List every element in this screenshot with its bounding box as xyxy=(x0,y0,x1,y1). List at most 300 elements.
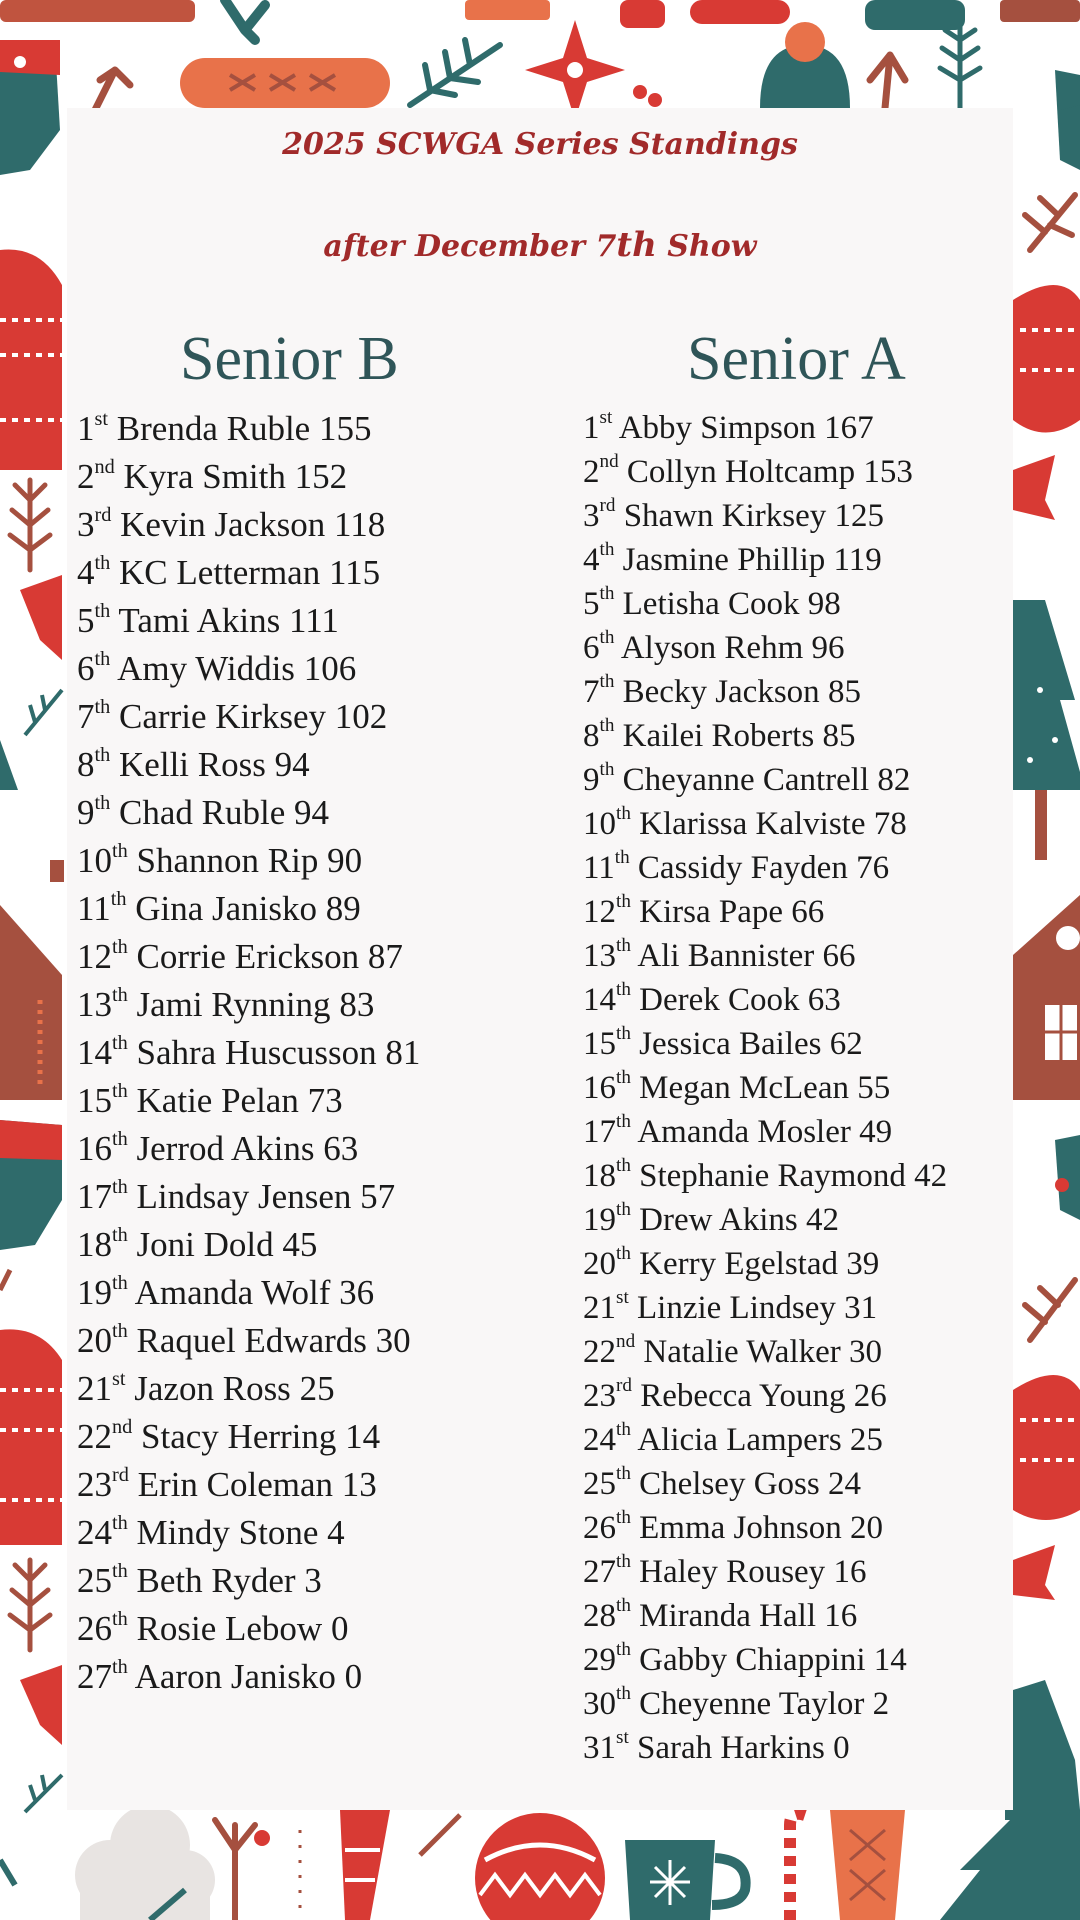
twig-icon xyxy=(0,1270,10,1290)
standing-row xyxy=(583,670,947,714)
standing-row xyxy=(77,1173,420,1221)
rider-name: Carrie Kirksey xyxy=(119,697,327,736)
points-value: 76 xyxy=(856,850,890,886)
rank-suffix: th xyxy=(112,840,128,862)
rank-number: 6 xyxy=(77,649,95,688)
rider-name: Megan McLean xyxy=(639,1070,849,1106)
rank-number: 16 xyxy=(583,1070,616,1106)
rank-suffix: th xyxy=(112,1656,128,1678)
rank-number: 1 xyxy=(77,409,95,448)
standing-row xyxy=(77,981,420,1029)
rank-number: 8 xyxy=(77,745,95,784)
rank-number: 10 xyxy=(583,806,616,842)
pine-branch-icon xyxy=(940,25,980,108)
standing-row xyxy=(77,405,420,453)
rider-name: Stephanie Raymond xyxy=(639,1158,906,1194)
points-value: 94 xyxy=(294,793,330,832)
standing-row xyxy=(77,1413,420,1461)
rank-number: 18 xyxy=(77,1225,112,1264)
rider-name: Gina Janisko xyxy=(135,889,318,928)
points-value: 153 xyxy=(863,454,913,490)
points-value: 85 xyxy=(827,674,861,710)
rank-number: 6 xyxy=(583,630,600,666)
rank-number: 3 xyxy=(77,505,95,544)
points-value: 57 xyxy=(360,1177,396,1216)
standing-row xyxy=(77,501,420,549)
points-value: 87 xyxy=(367,937,403,976)
pine-branch-icon xyxy=(25,1775,62,1812)
rank-number: 3 xyxy=(583,498,600,534)
title-line-2-suffix: th xyxy=(616,225,657,265)
rank-number: 25 xyxy=(77,1561,112,1600)
points-value: 106 xyxy=(303,649,357,688)
points-value: 63 xyxy=(807,982,841,1018)
rank-number: 31 xyxy=(583,1730,616,1766)
rider-name: Shannon Rip xyxy=(136,841,319,880)
rank-suffix: st xyxy=(616,1287,629,1308)
points-value: 16 xyxy=(824,1598,858,1634)
tree-icon xyxy=(1013,1680,1080,1810)
rider-name: Rebecca Young xyxy=(640,1378,846,1414)
rank-suffix: th xyxy=(616,1419,631,1440)
standing-row xyxy=(77,1365,420,1413)
berries-icon xyxy=(633,85,647,99)
rank-suffix: nd xyxy=(94,456,115,478)
poinsettia-icon xyxy=(1013,455,1055,520)
standing-row xyxy=(77,1317,420,1365)
rank-suffix: th xyxy=(616,1683,631,1704)
pine-branch-icon xyxy=(0,1860,15,1885)
rider-name: Becky Jackson xyxy=(622,674,820,710)
rider-name: Alicia Lampers xyxy=(637,1422,842,1458)
rider-name: Brenda Ruble xyxy=(116,409,311,448)
rank-number: 26 xyxy=(77,1609,112,1648)
standing-row xyxy=(583,494,947,538)
points-value: 4 xyxy=(327,1513,345,1552)
rider-name: Beth Ryder xyxy=(136,1561,296,1600)
points-value: 25 xyxy=(849,1422,883,1458)
standing-row xyxy=(583,450,947,494)
standing-row xyxy=(77,1461,420,1509)
sweater-icon xyxy=(0,1329,62,1545)
rank-number: 15 xyxy=(77,1081,112,1120)
rank-number: 9 xyxy=(583,762,600,798)
rank-suffix: th xyxy=(112,1608,128,1630)
points-value: 125 xyxy=(834,498,884,534)
points-value: 14 xyxy=(345,1417,381,1456)
points-value: 89 xyxy=(325,889,361,928)
rank-number: 2 xyxy=(77,457,95,496)
holly-icon xyxy=(1025,1280,1075,1340)
rank-number: 5 xyxy=(77,601,95,640)
rank-number: 19 xyxy=(583,1202,616,1238)
rank-suffix: th xyxy=(616,1023,631,1044)
standing-row xyxy=(77,885,420,933)
standing-row xyxy=(77,789,420,837)
twig-icon xyxy=(870,55,905,108)
standing-row xyxy=(583,1022,947,1066)
rank-number: 7 xyxy=(77,697,95,736)
points-value: 16 xyxy=(833,1554,867,1590)
rank-number: 18 xyxy=(583,1158,616,1194)
candy-cane-icon xyxy=(790,1814,805,1920)
rider-name: Katie Pelan xyxy=(136,1081,299,1120)
rank-suffix: th xyxy=(599,759,615,780)
rider-name: Linzie Lindsey xyxy=(637,1290,836,1326)
points-value: 73 xyxy=(307,1081,343,1120)
tree-icon xyxy=(1013,600,1080,860)
twig-icon xyxy=(215,1820,255,1920)
points-value: 20 xyxy=(849,1510,883,1546)
points-value: 96 xyxy=(811,630,845,666)
twig-icon xyxy=(10,1560,50,1650)
standing-row xyxy=(583,1594,947,1638)
poinsettia-icon xyxy=(20,575,62,660)
poinsettia-icon xyxy=(20,1665,62,1745)
rank-suffix: th xyxy=(112,1560,128,1582)
rank-suffix: th xyxy=(94,744,111,766)
senior-b-heading: Senior B xyxy=(180,325,399,393)
points-value: 25 xyxy=(299,1369,335,1408)
rank-number: 27 xyxy=(583,1554,616,1590)
standing-row xyxy=(77,1509,420,1557)
points-value: 13 xyxy=(341,1465,377,1504)
points-value: 78 xyxy=(873,806,907,842)
points-value: 115 xyxy=(328,553,381,592)
title-line-2-date: after December 7 xyxy=(323,229,617,264)
points-value: 14 xyxy=(873,1642,907,1678)
mug-icon xyxy=(625,1840,746,1920)
rank-suffix: th xyxy=(112,1176,128,1198)
pine-branch-icon xyxy=(410,40,500,105)
standing-row xyxy=(583,1110,947,1154)
rank-suffix: th xyxy=(616,1595,631,1616)
house-icon xyxy=(0,905,62,1100)
berries-icon xyxy=(254,1830,270,1846)
twig-icon xyxy=(10,480,50,570)
standing-row xyxy=(583,1198,947,1242)
rider-name: Chad Ruble xyxy=(119,793,286,832)
pine-branch-icon xyxy=(225,0,265,40)
rank-number: 29 xyxy=(583,1642,616,1678)
rider-name: Rosie Lebow xyxy=(136,1609,323,1648)
rank-suffix: th xyxy=(94,600,111,622)
rank-number: 22 xyxy=(77,1417,112,1456)
rider-name: Kelli Ross xyxy=(119,745,266,784)
rank-number: 12 xyxy=(77,937,112,976)
stocking-icon xyxy=(0,1120,62,1250)
standing-row xyxy=(583,1682,947,1726)
rank-suffix: st xyxy=(616,1727,629,1748)
rider-name: Abby Simpson xyxy=(618,410,816,446)
twig-icon xyxy=(420,1815,460,1855)
rank-suffix: nd xyxy=(112,1416,133,1438)
mitten-icon xyxy=(690,0,790,24)
rank-suffix: st xyxy=(112,1368,126,1390)
rank-number: 2 xyxy=(583,454,600,490)
rider-name: Letisha Cook xyxy=(622,586,800,622)
poinsettia-icon xyxy=(525,20,625,120)
points-value: 63 xyxy=(323,1129,359,1168)
rank-suffix: th xyxy=(110,888,127,910)
rider-name: Tami Akins xyxy=(118,601,281,640)
pine-branch-icon xyxy=(25,690,62,735)
standing-row xyxy=(583,1638,947,1682)
rider-name: Gabby Chiappini xyxy=(639,1642,866,1678)
points-value: 55 xyxy=(857,1070,891,1106)
rank-number: 11 xyxy=(583,850,615,886)
points-value: 62 xyxy=(829,1026,863,1062)
rider-name: Stacy Herring xyxy=(141,1417,337,1456)
rank-suffix: th xyxy=(94,696,111,718)
twig-icon xyxy=(95,70,130,110)
rider-name: Alyson Rehm xyxy=(620,630,804,666)
rank-number: 20 xyxy=(583,1246,616,1282)
rank-number: 20 xyxy=(77,1321,112,1360)
standing-row xyxy=(583,714,947,758)
rider-name: Emma Johnson xyxy=(639,1510,842,1546)
rank-suffix: th xyxy=(599,539,615,560)
rank-suffix: th xyxy=(616,1463,631,1484)
rank-suffix: th xyxy=(112,1272,128,1294)
rank-number: 19 xyxy=(77,1273,112,1312)
rank-suffix: th xyxy=(94,792,111,814)
points-value: 98 xyxy=(807,586,841,622)
points-value: 167 xyxy=(824,410,874,446)
standing-row xyxy=(77,1125,420,1173)
points-value: 66 xyxy=(822,938,856,974)
points-value: 26 xyxy=(853,1378,887,1414)
scarf-icon xyxy=(1000,0,1080,22)
points-value: 42 xyxy=(914,1158,948,1194)
standing-row xyxy=(77,549,420,597)
rider-name: Amanda Wolf xyxy=(134,1273,331,1312)
rank-number: 4 xyxy=(583,542,600,578)
rank-suffix: th xyxy=(112,1224,128,1246)
rider-name: Kyra Smith xyxy=(123,457,286,496)
points-value: 42 xyxy=(805,1202,839,1238)
rank-suffix: th xyxy=(616,1551,631,1572)
rank-suffix: rd xyxy=(616,1375,632,1396)
rank-suffix: th xyxy=(112,1320,128,1342)
post-icon xyxy=(50,860,64,882)
rank-suffix: nd xyxy=(616,1331,636,1352)
points-value: 81 xyxy=(385,1033,421,1072)
standing-row xyxy=(77,1029,420,1077)
rank-number: 21 xyxy=(583,1290,616,1326)
rank-number: 22 xyxy=(583,1334,616,1370)
points-value: 49 xyxy=(859,1114,893,1150)
points-value: 2 xyxy=(872,1686,890,1722)
rider-name: Aaron Janisko xyxy=(134,1657,336,1696)
rider-name: Erin Coleman xyxy=(137,1465,334,1504)
rank-suffix: th xyxy=(112,1080,128,1102)
standing-row xyxy=(77,453,420,501)
rank-number: 24 xyxy=(77,1513,112,1552)
rank-number: 13 xyxy=(583,938,616,974)
mitten-icon xyxy=(830,1810,905,1920)
points-value: 66 xyxy=(791,894,825,930)
rank-suffix: th xyxy=(112,1128,128,1150)
rider-name: Joni Dold xyxy=(136,1225,274,1264)
rider-name: Amanda Mosler xyxy=(637,1114,851,1150)
rank-number: 8 xyxy=(583,718,600,754)
senior-a-heading: Senior A xyxy=(687,325,906,393)
points-value: 30 xyxy=(375,1321,411,1360)
cup-icon xyxy=(620,0,665,28)
rank-number: 16 xyxy=(77,1129,112,1168)
rider-name: Drew Akins xyxy=(639,1202,798,1238)
rank-suffix: rd xyxy=(94,504,112,526)
standing-row xyxy=(77,645,420,693)
rank-suffix: th xyxy=(616,935,631,956)
standing-row xyxy=(583,978,947,1022)
standing-row xyxy=(583,538,947,582)
rider-name: Shawn Kirksey xyxy=(623,498,827,534)
rank-number: 11 xyxy=(77,889,111,928)
points-value: 82 xyxy=(877,762,911,798)
rider-name: Kerry Egelstad xyxy=(639,1246,838,1282)
rank-suffix: th xyxy=(616,1507,631,1528)
standing-row xyxy=(583,1506,947,1550)
rank-suffix: nd xyxy=(599,451,619,472)
rank-suffix: th xyxy=(614,847,630,868)
rank-suffix: rd xyxy=(112,1464,129,1486)
holly-icon xyxy=(1025,195,1075,250)
rider-name: Lindsay Jensen xyxy=(136,1177,352,1216)
senior-b-standings-list xyxy=(77,405,420,1701)
standing-row xyxy=(583,1330,947,1374)
tree-icon xyxy=(940,1810,1080,1920)
rank-number: 9 xyxy=(77,793,95,832)
points-value: 3 xyxy=(304,1561,322,1600)
sweater-icon xyxy=(0,249,62,470)
rank-suffix: th xyxy=(94,552,111,574)
standing-row xyxy=(77,741,420,789)
standing-row xyxy=(583,758,947,802)
stocking-icon xyxy=(1055,1135,1080,1220)
standing-row xyxy=(583,802,947,846)
rank-number: 7 xyxy=(583,674,600,710)
points-value: 85 xyxy=(822,718,856,754)
rank-suffix: st xyxy=(94,408,109,430)
rank-number: 28 xyxy=(583,1598,616,1634)
rider-name: Jerrod Akins xyxy=(136,1129,315,1168)
points-value: 83 xyxy=(339,985,375,1024)
standing-row xyxy=(77,837,420,885)
standing-row xyxy=(583,1550,947,1594)
rider-name: Cheyenne Taylor xyxy=(639,1686,865,1722)
rank-number: 14 xyxy=(583,982,616,1018)
senior-a-standings-list xyxy=(583,406,947,1770)
standing-row xyxy=(583,406,947,450)
rank-number: 23 xyxy=(77,1465,112,1504)
points-value: 30 xyxy=(849,1334,883,1370)
rank-number: 4 xyxy=(77,553,95,592)
mitten-icon xyxy=(1013,1375,1080,1520)
standing-row xyxy=(77,1269,420,1317)
rider-name: Corrie Erickson xyxy=(136,937,360,976)
scarf-icon xyxy=(340,1810,390,1920)
title-line-1: 2025 SCWGA Series Standings xyxy=(282,127,798,162)
rank-suffix: rd xyxy=(599,495,616,516)
ornament-icon xyxy=(475,1813,605,1920)
rank-suffix: th xyxy=(112,984,128,1006)
rank-number: 12 xyxy=(583,894,616,930)
standing-row xyxy=(77,693,420,741)
points-value: 94 xyxy=(274,745,310,784)
rank-number: 17 xyxy=(77,1177,112,1216)
rider-name: Klarissa Kalviste xyxy=(639,806,866,842)
rank-number: 25 xyxy=(583,1466,616,1502)
poinsettia-icon xyxy=(1013,1545,1055,1600)
standing-row xyxy=(77,1557,420,1605)
rank-number: 13 xyxy=(77,985,112,1024)
standing-row xyxy=(583,846,947,890)
rider-name: Sahra Huscusson xyxy=(136,1033,377,1072)
rider-name: Natalie Walker xyxy=(643,1334,841,1370)
rider-name: Jami Rynning xyxy=(136,985,331,1024)
rider-name: Amy Widdis xyxy=(117,649,295,688)
rider-name: KC Letterman xyxy=(119,553,321,592)
rider-name: Collyn Holtcamp xyxy=(626,454,856,490)
points-value: 39 xyxy=(846,1246,880,1282)
rank-suffix: th xyxy=(616,1155,631,1176)
rank-suffix: th xyxy=(616,1067,631,1088)
standing-row xyxy=(583,1726,947,1770)
title-line-2-show: Show xyxy=(667,229,757,264)
standing-row xyxy=(583,582,947,626)
points-value: 119 xyxy=(833,542,882,578)
rider-name: Cheyanne Cantrell xyxy=(622,762,870,798)
rank-suffix: th xyxy=(599,715,615,736)
tree-icon xyxy=(0,740,18,790)
rider-name: Jessica Bailes xyxy=(639,1026,822,1062)
points-value: 152 xyxy=(294,457,348,496)
scarf-icon xyxy=(0,0,195,22)
standing-row xyxy=(583,626,947,670)
rank-suffix: th xyxy=(112,936,128,958)
rank-number: 26 xyxy=(583,1510,616,1546)
standing-row xyxy=(583,890,947,934)
points-value: 111 xyxy=(289,601,339,640)
rider-name: Jasmine Phillip xyxy=(622,542,826,578)
rank-suffix: th xyxy=(599,583,615,604)
rank-suffix: th xyxy=(616,1111,631,1132)
standing-row xyxy=(583,1374,947,1418)
rider-name: Kailei Roberts xyxy=(622,718,815,754)
standing-row xyxy=(77,1605,420,1653)
standing-row xyxy=(77,597,420,645)
gift-icon xyxy=(465,0,550,20)
rank-number: 17 xyxy=(583,1114,616,1150)
rank-number: 1 xyxy=(583,410,600,446)
standing-row xyxy=(583,1242,947,1286)
rider-name: Jazon Ross xyxy=(134,1369,291,1408)
standing-row xyxy=(77,1221,420,1269)
rider-name: Cassidy Fayden xyxy=(637,850,848,886)
standings-card xyxy=(67,108,1013,1810)
points-value: 0 xyxy=(833,1730,850,1766)
standing-row xyxy=(77,1077,420,1125)
points-value: 90 xyxy=(327,841,363,880)
rank-number: 14 xyxy=(77,1033,112,1072)
points-value: 102 xyxy=(334,697,388,736)
rider-name: Chelsey Goss xyxy=(639,1466,820,1502)
points-value: 36 xyxy=(339,1273,375,1312)
rank-number: 24 xyxy=(583,1422,616,1458)
rank-number: 5 xyxy=(583,586,600,622)
